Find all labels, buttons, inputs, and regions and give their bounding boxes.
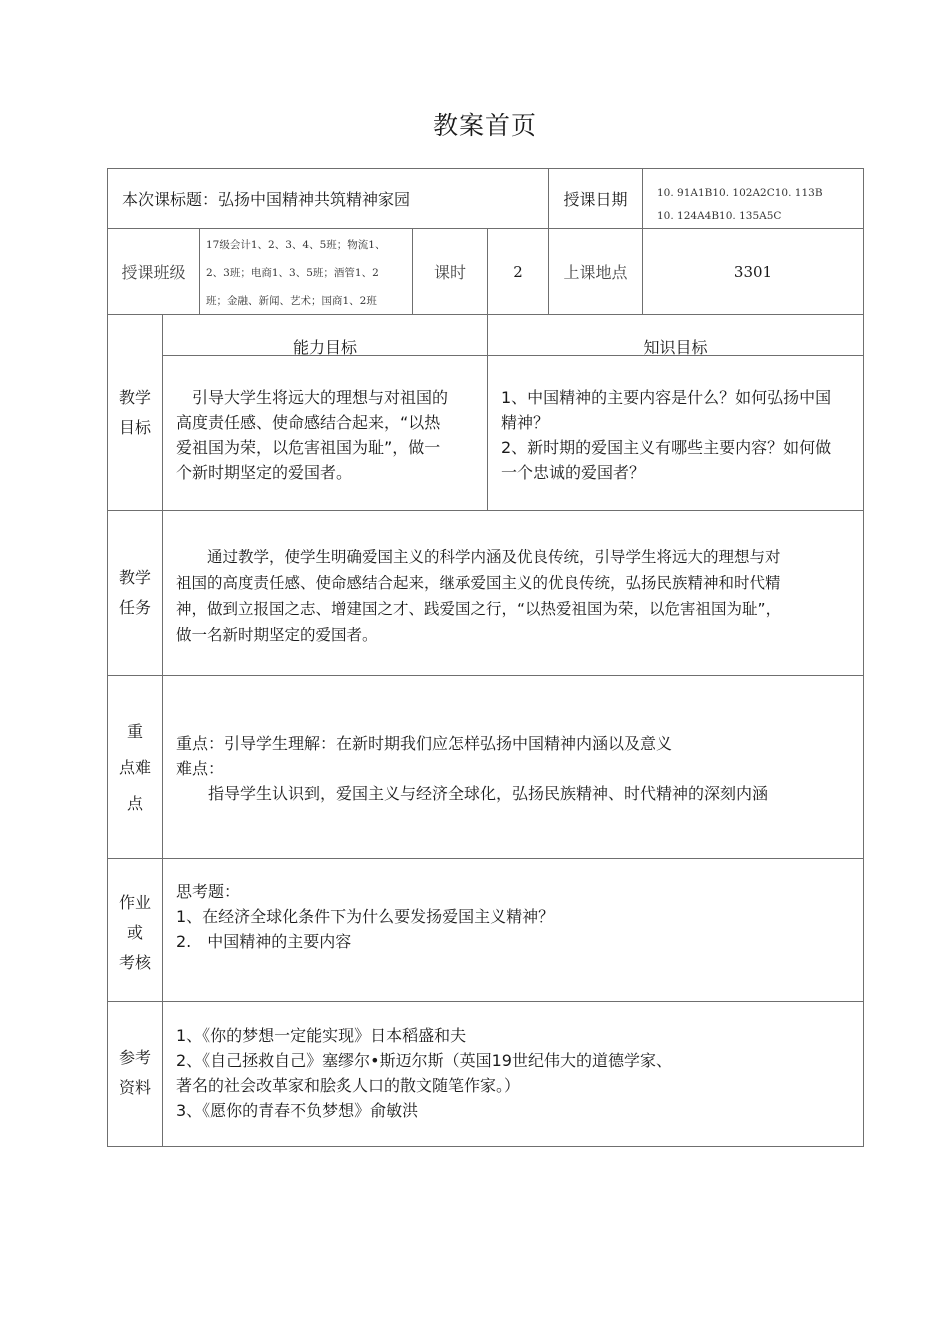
knowledge-line: 2、新时期的爱国主义有哪些主要内容？如何做 xyxy=(501,438,832,457)
ability-goal-text xyxy=(176,385,482,495)
tasks-label xyxy=(108,511,162,675)
key-points-line: 重点：引导学生理解：在新时期我们应怎样弘扬中国精神内涵以及意义 xyxy=(176,734,673,753)
reference-item: 2、《自己拯救自己》塞缪尔•斯迈尔斯（英国19世纪伟大的道德学家、 xyxy=(176,1051,672,1070)
class-label: 授课班级 xyxy=(121,263,186,282)
date-line: 10. 124A4B10. 135A5C xyxy=(657,210,782,222)
date-line: 10. 91A1B10. 102A2C10. 113B xyxy=(657,187,823,199)
references-label-line: 资料 xyxy=(118,1078,151,1097)
ability-goal-header: 能力目标 xyxy=(292,337,357,357)
homework-text xyxy=(176,879,862,959)
references-text xyxy=(176,1023,862,1133)
homework-label xyxy=(108,883,162,983)
class-line: 17级会计1、2、3、4、5班；物流1、 xyxy=(206,239,386,251)
homework-line: 1、在经济全球化条件下为什么要发扬爱国主义精神？ xyxy=(176,907,555,926)
tasks-line: 通过教学，使学生明确爱国主义的科学内涵及优良传统，引导学生将远大的理想与对 xyxy=(176,548,781,566)
key-points-label-line: 点难 xyxy=(118,758,151,777)
ability-line: 高度责任感、使命感结合起来，“以热 xyxy=(176,413,441,432)
knowledge-goal-text xyxy=(501,385,861,495)
references-label-line: 参考 xyxy=(118,1048,151,1067)
tasks-label-line: 教学 xyxy=(118,568,151,587)
references-label xyxy=(108,1028,162,1118)
reference-item: 1、《你的梦想一定能实现》日本稻盛和夫 xyxy=(176,1026,467,1045)
homework-label-line: 作业 xyxy=(118,893,151,912)
tasks-line: 祖国的高度责任感、使命感结合起来，继承爱国主义的优良传统，弘扬民族精神和时代精 xyxy=(176,574,781,592)
homework-line: 2. 中国精神的主要内容 xyxy=(176,932,352,951)
homework-label-line: 或 xyxy=(126,923,143,942)
location-value: 3301 xyxy=(733,262,773,281)
class-list xyxy=(206,231,412,315)
key-points-label xyxy=(108,713,162,823)
ability-line: 个新时期坚定的爱国者。 xyxy=(176,463,353,482)
goals-label-line: 教学 xyxy=(118,387,151,407)
goals-label-line: 目标 xyxy=(118,417,151,437)
lesson-plan-table xyxy=(107,168,864,1147)
date-value xyxy=(657,178,862,226)
knowledge-line: 1、中国精神的主要内容是什么？如何弘扬中国 xyxy=(501,388,832,407)
tasks-line: 做一名新时期坚定的爱国者。 xyxy=(176,626,378,644)
knowledge-line: 一个忠诚的爱国者？ xyxy=(501,463,646,482)
location-label: 上课地点 xyxy=(563,263,628,282)
ability-line: 引导大学生将远大的理想与对祖国的 xyxy=(176,388,449,407)
ability-line: 爱祖国为荣，以危害祖国为耻”，做一 xyxy=(176,438,441,457)
knowledge-goal-header: 知识目标 xyxy=(643,337,708,357)
homework-line: 思考题： xyxy=(176,882,241,901)
key-points-line: 难点： xyxy=(176,759,225,778)
class-line: 班；金融、新闻、艺术；国商1、2班 xyxy=(206,295,377,307)
key-points-text xyxy=(176,731,862,811)
course-topic: 本次课标题：弘扬中国精神共筑精神家园 xyxy=(122,189,411,209)
tasks-line: 神，做到立报国之志、增建国之才、践爱国之行，“以热爱祖国为荣，以危害祖国为耻”， xyxy=(176,600,782,618)
goals-label xyxy=(108,315,162,510)
key-points-line: 指导学生认识到，爱国主义与经济全球化，弘扬民族精神、时代精神的深刻内涵 xyxy=(176,784,769,803)
key-points-label-line: 重 xyxy=(126,722,143,741)
homework-label-line: 考核 xyxy=(118,953,151,972)
hours-value: 2 xyxy=(513,262,523,281)
hours-label: 课时 xyxy=(433,263,466,282)
knowledge-line: 精神？ xyxy=(501,413,550,432)
tasks-text xyxy=(176,544,862,654)
key-points-label-line: 点 xyxy=(126,794,143,813)
date-label: 授课日期 xyxy=(563,189,628,209)
reference-item: 著名的社会改革家和脍炙人口的散文随笔作家。） xyxy=(176,1076,521,1095)
reference-item: 3、《愿你的青春不负梦想》俞敏洪 xyxy=(176,1101,419,1120)
tasks-label-line: 任务 xyxy=(118,598,151,617)
page-title: 教案首页 xyxy=(432,111,537,140)
class-line: 2、3班；电商1、3、5班；酒管1、2 xyxy=(206,267,379,279)
